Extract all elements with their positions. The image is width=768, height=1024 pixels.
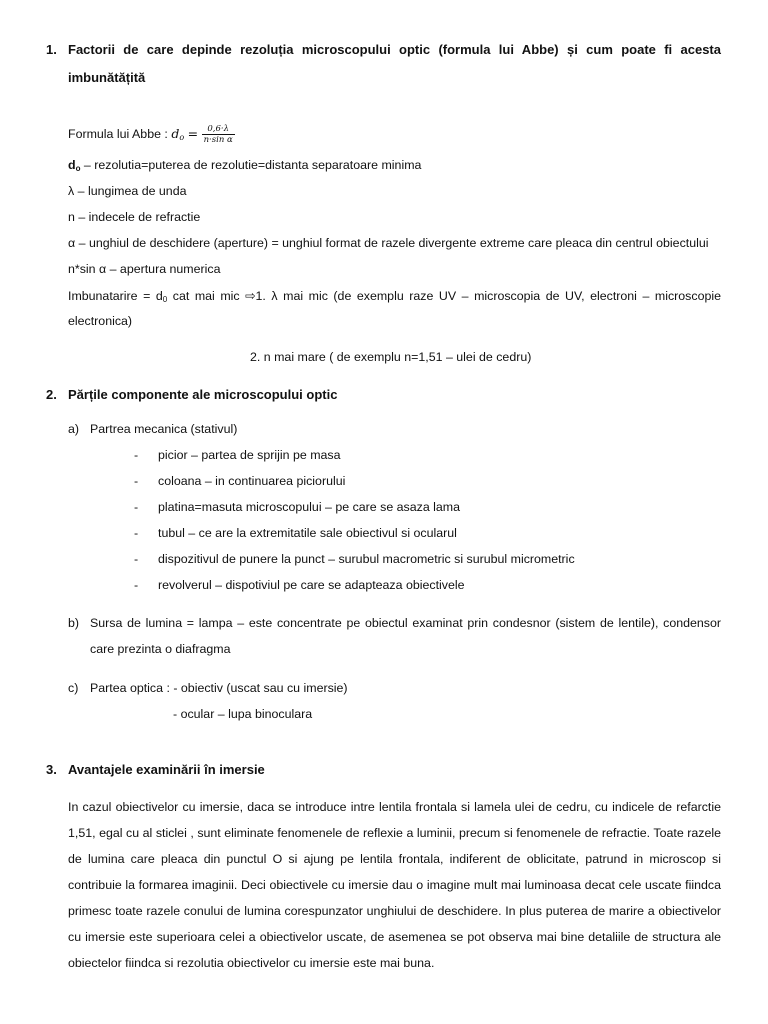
part-a-label: a) xyxy=(68,422,80,436)
formula-lhs: $d_o$ xyxy=(171,126,185,142)
list-item: picior – partea de sprijin pe masa xyxy=(158,448,341,462)
section3-number: 3. xyxy=(46,762,57,777)
section1-number: 1. xyxy=(46,42,57,57)
formula-numerator: 0,6·λ xyxy=(202,124,235,135)
part-a-text: Partrea mecanica (stativul) xyxy=(90,422,238,436)
def-lambda: λ – lungimea de unda xyxy=(68,184,187,198)
abbe-formula-line xyxy=(68,122,235,146)
list-item: dispozitivul de punere la punct – surubul macrometric si surubul micrometric xyxy=(158,552,575,566)
list-item: tubul – ce are la extremitatile sale obiectivul si ocularul xyxy=(158,526,457,540)
part-b-line1: Sursa de lumina = lampa – este concentrate pe obiectul examinat prin condesnor (sistem de lentile), condensor xyxy=(90,616,721,630)
def-alpha: α – unghiul de deschidere (aperture) = unghiul format de razele divergente extreme care pleaca din centrul obiectului xyxy=(68,236,709,250)
formula-equals: = xyxy=(187,126,199,141)
formula-label: Formula lui Abbe : xyxy=(68,127,168,141)
paragraph-line: In cazul obiectivelor cu imersie, daca se introduce intre lentila frontala si lamela ulei de cedru, cu indicele de refarctie xyxy=(68,800,721,814)
improve-line1: Imbunatarire = $d_0$ cat mai mic ⇨1. λ mai mic (de exemplu raze UV – microscopia de UV, electroni – microscopie xyxy=(68,289,721,304)
def-numerical-aperture: n*sin α – apertura numerica xyxy=(68,262,221,276)
list-bullet-dash: - xyxy=(134,552,139,566)
paragraph-line: contribuie la formarea imaginii. Deci obiectivele cu imersie dau o imagine mult mai luminoasa decat cele uscate fiindca xyxy=(68,878,721,892)
list-bullet-dash: - xyxy=(134,448,139,462)
list-item: coloana – in continuarea piciorului xyxy=(158,474,346,488)
formula-denominator: n·sin α xyxy=(203,135,233,146)
list-item: revolverul – dispotiviul pe care se adapteaza obiectivele xyxy=(158,578,465,592)
paragraph-line: 1,51, egal cu al sticlei , sunt eliminate fenomenele de reflexie a luminii, precum si fenomenele de refractie. Toate razele xyxy=(68,826,721,840)
list-bullet-dash: - xyxy=(134,526,139,540)
paragraph-line: cu imersie este superioara celei a obiectivelor uscate, de asemenea se pot observa mai bine detaliile de structura ale xyxy=(68,930,721,944)
def-n: n – indecele de refractie xyxy=(68,210,201,224)
improve-point2: 2. n mai mare ( de exemplu n=1,51 – ulei de cedru) xyxy=(250,350,532,364)
section2-title: Părțile componente ale microscopului optic xyxy=(68,387,338,402)
def-d0: $d_o$ – rezolutia=puterea de rezolutie=distanta separatoare minima xyxy=(68,158,422,173)
section2-number: 2. xyxy=(46,387,57,402)
part-c-line2: - ocular – lupa binoculara xyxy=(173,707,313,721)
section3-title: Avantajele examinării în imersie xyxy=(68,762,265,777)
formula-fraction xyxy=(202,124,235,145)
list-bullet-dash: - xyxy=(134,578,139,592)
improve-line2: electronica) xyxy=(68,314,133,328)
paragraph-line: de lumina care pleaca din punctul O si ajung pe lentila frontala, indiferent de oblicitate, patrund in microscop si xyxy=(68,852,721,866)
part-c-line1: Partea optica : - obiectiv (uscat sau cu imersie) xyxy=(90,681,348,695)
list-bullet-dash: - xyxy=(134,500,139,514)
paragraph-line: primesc toate razele conului de lumina corespunzator unghiului de deschidere. In plus puterea de marire a obiectivelor xyxy=(68,904,721,918)
part-b-label: b) xyxy=(68,616,80,630)
section1-title-line1: Factorii de care depinde rezoluția microscopului optic (formula lui Abbe) și cum poate fi acesta xyxy=(68,42,721,57)
paragraph-line-last: obiectelor fiindca si rezolutia obiectivelor cu imersie este mai buna. xyxy=(68,956,435,970)
part-b-line2: care prezinta o diafragma xyxy=(90,642,231,656)
list-item: platina=masuta microscopului – pe care se asaza lama xyxy=(158,500,461,514)
part-c-label: c) xyxy=(68,681,79,695)
section1-title-line2: imbunătățită xyxy=(68,70,146,85)
list-bullet-dash: - xyxy=(134,474,139,488)
